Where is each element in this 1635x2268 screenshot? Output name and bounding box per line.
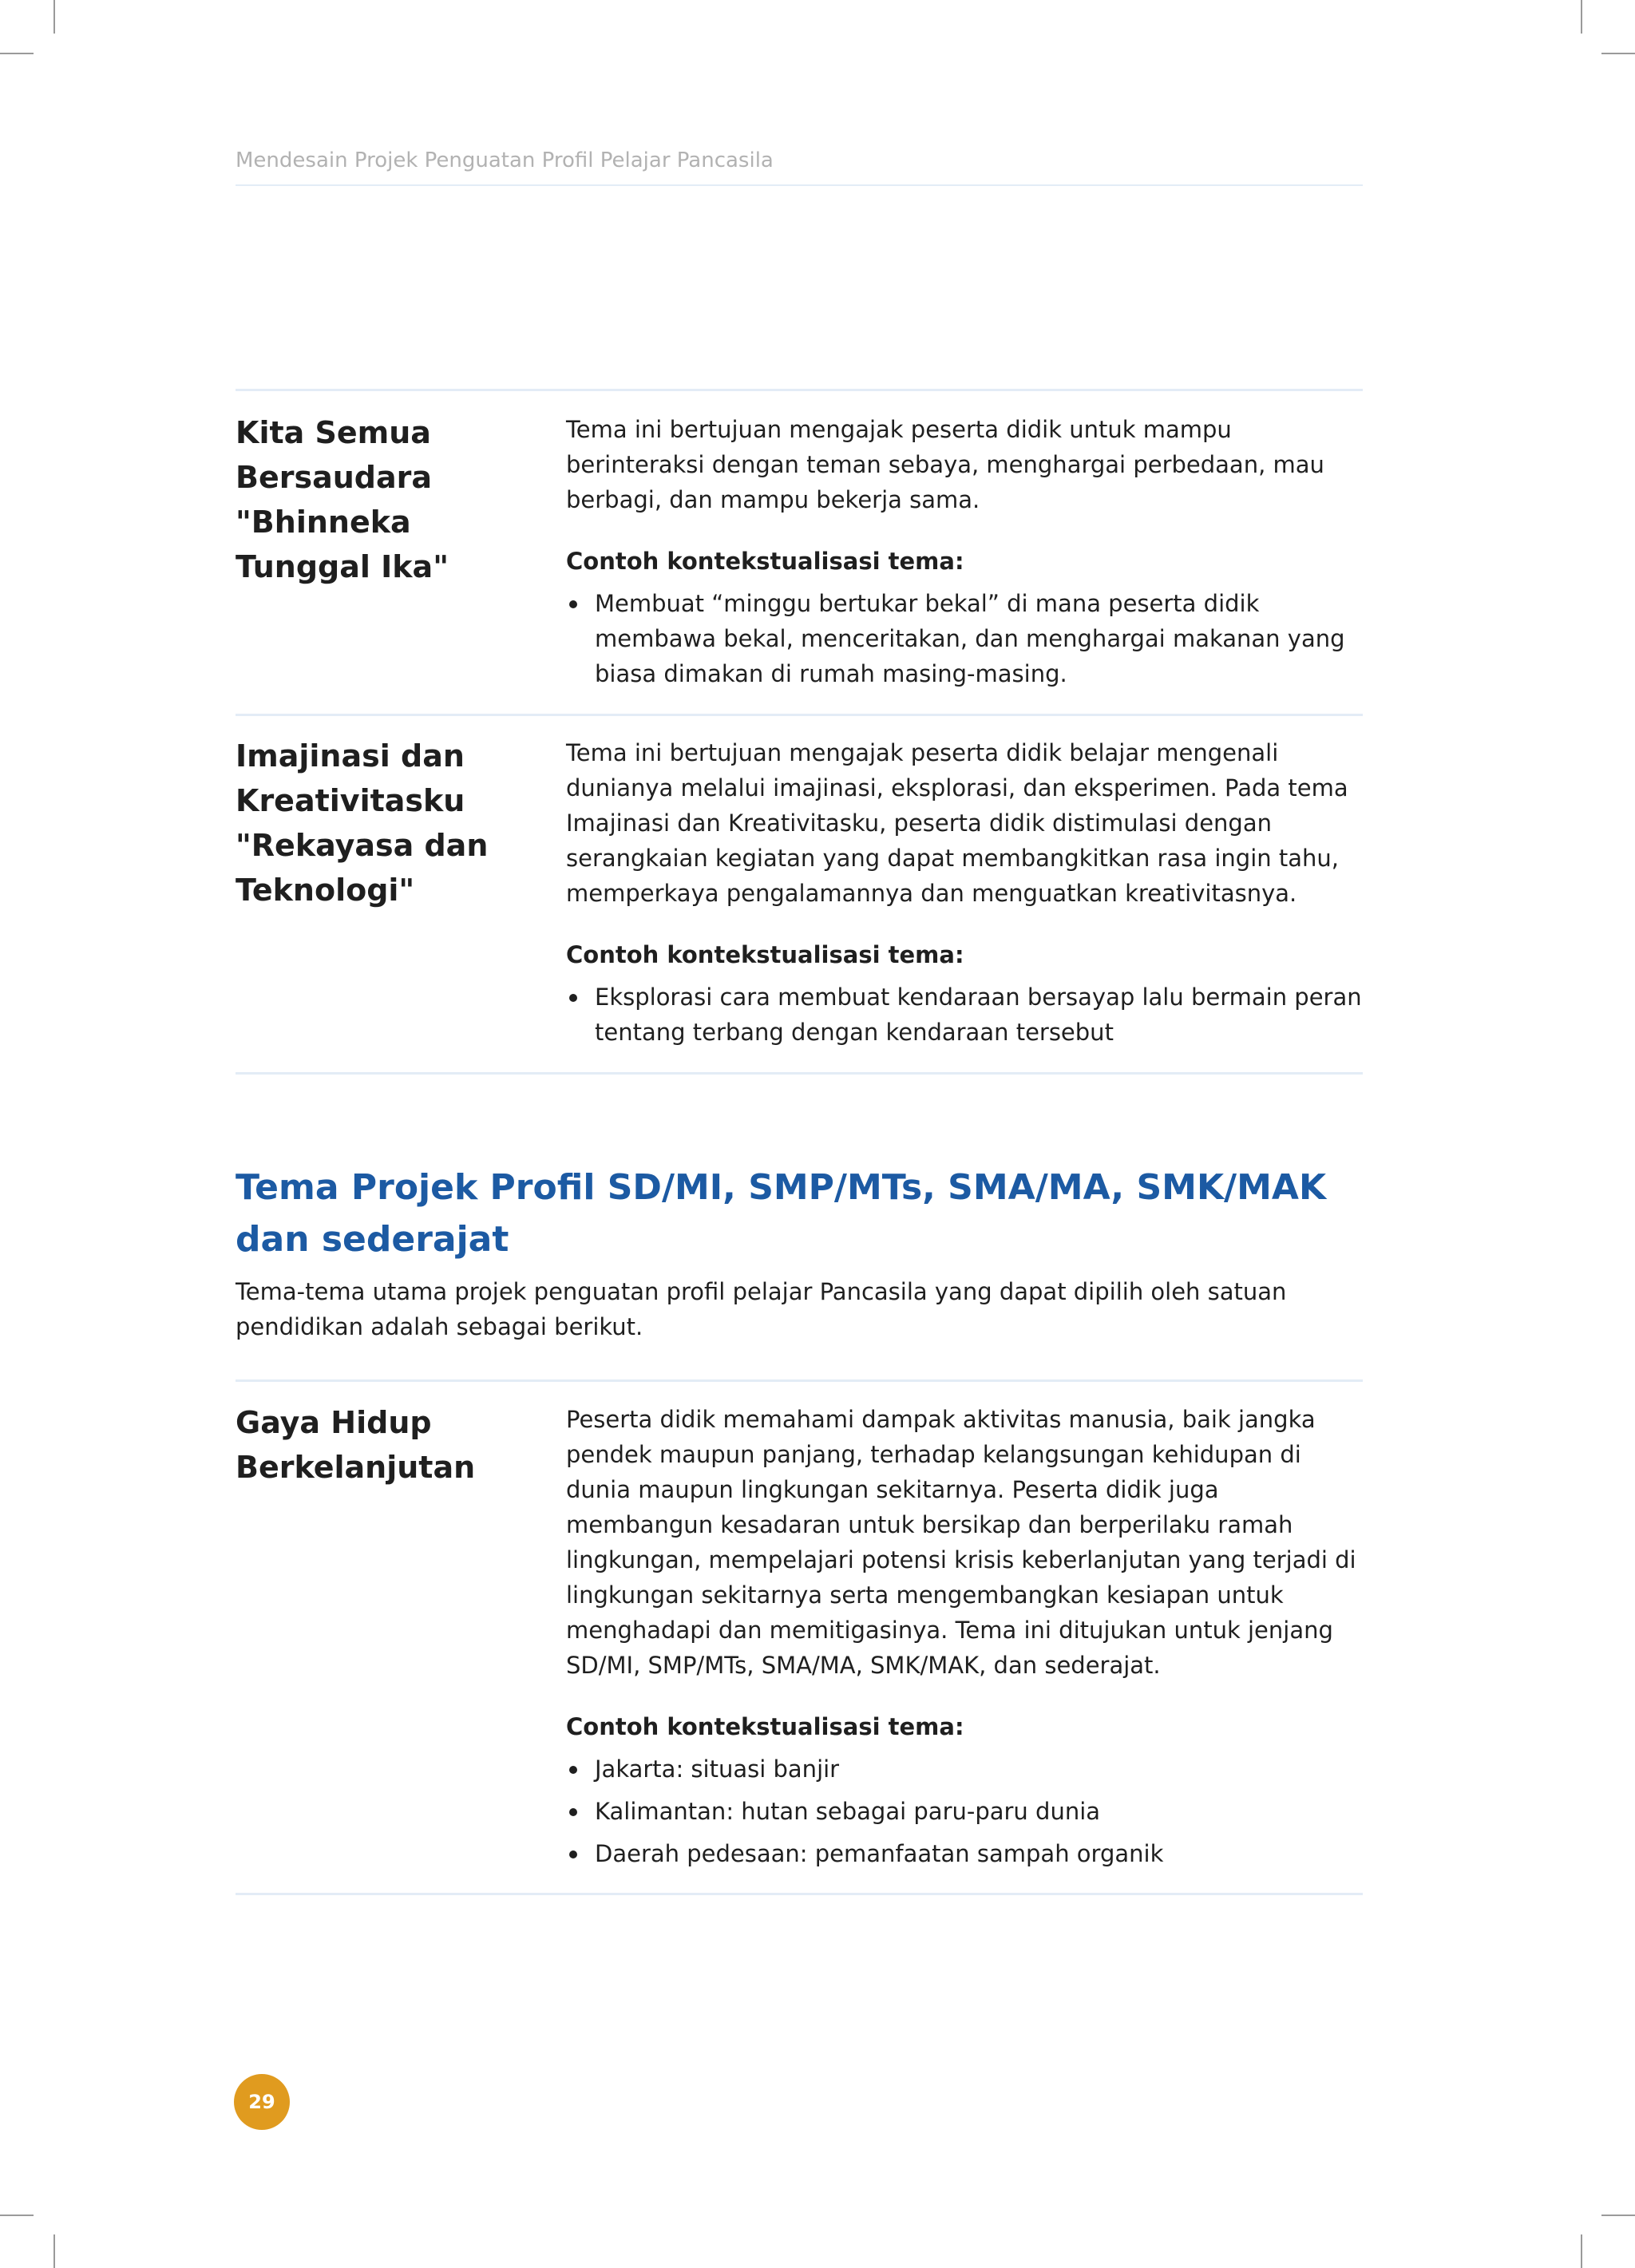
page-number: 29 <box>248 2091 275 2113</box>
crop-mark <box>0 2215 34 2216</box>
bullet-icon <box>569 1850 577 1858</box>
section-title: Tema Projek Profil SD/MI, SMP/MTs, SMA/MA, SMK/MAK dan sederajat <box>236 1167 1327 1260</box>
bullet-icon <box>569 1766 577 1774</box>
table-divider <box>236 714 1363 716</box>
theme-title: Kita Semua Bersaudara "Bhinneka Tunggal Ika" <box>236 415 449 584</box>
example-list <box>566 1751 1363 1871</box>
bullet-icon <box>569 1808 577 1816</box>
table-divider <box>236 1893 1363 1895</box>
section-intro: Tema-tema utama projek penguatan profil pelajar Pancasila yang dapat dipilih oleh satuan pendidikan adalah sebagai berikut. <box>236 1278 1287 1340</box>
theme-content <box>566 410 1363 691</box>
theme-content <box>566 1400 1363 1871</box>
crop-mark <box>53 2234 55 2268</box>
example-text: Kalimantan: hutan sebagai paru-paru dunia <box>595 1798 1101 1825</box>
crop-mark <box>0 53 34 54</box>
crop-mark <box>1581 0 1582 34</box>
crop-mark <box>1601 53 1635 54</box>
bullet-icon <box>569 600 577 608</box>
theme-title: Imajinasi dan Kreativitasku "Rekayasa dan Teknologi" <box>236 738 489 908</box>
crop-mark <box>1581 2234 1582 2268</box>
example-text: Membuat “minggu bertukar bekal” di mana peserta didik membawa bekal, menceritakan, dan menghargai makanan yang biasa dimakan di rumah masing-masing. <box>595 590 1345 687</box>
example-list <box>566 980 1363 1050</box>
theme-title: Gaya Hidup Berkelanjutan <box>236 1405 476 1485</box>
running-header: Mendesain Projek Penguatan Profil Pelajar Pancasila <box>236 148 774 172</box>
crop-mark <box>53 0 55 34</box>
list-item <box>566 1751 1363 1787</box>
crop-mark <box>1601 2215 1635 2216</box>
example-text: Daerah pedesaan: pemanfaatan sampah organik <box>595 1840 1164 1867</box>
example-text: Jakarta: situasi banjir <box>595 1755 840 1783</box>
table-divider <box>236 1072 1363 1075</box>
list-item <box>566 980 1363 1050</box>
list-item <box>566 1836 1363 1871</box>
theme-description: Tema ini bertujuan mengajak peserta didik untuk mampu berinteraksi dengan teman sebaya, menghargai perbedaan, mau berbagi, dan mampu bekerja sama. <box>566 416 1324 513</box>
theme-description: Tema ini bertujuan mengajak peserta didik belajar mengenali dunianya melalui imajinasi, eksplorasi, dan eksperimen. Pada tema Imajinasi dan Kreativitasku, peserta didik distimulasi dengan serangkaian kegiatan yang dapat membangkitkan rasa ingin tahu, memperkaya pengalamannya dan menguatkan kreativitasnya. <box>566 739 1348 907</box>
example-text: Eksplorasi cara membuat kendaraan bersayap lalu bermain peran tentang terbang dengan kendaraan tersebut <box>595 984 1362 1046</box>
table-divider <box>236 389 1363 391</box>
list-item <box>566 586 1363 691</box>
example-heading: Contoh kontekstualisasi tema: <box>566 548 964 575</box>
header-divider <box>236 184 1363 186</box>
theme-content <box>566 734 1363 1050</box>
table-divider <box>236 1379 1363 1382</box>
list-item <box>566 1794 1363 1829</box>
theme-description: Peserta didik memahami dampak aktivitas manusia, baik jangka pendek maupun panjang, terhadap kelangsungan kehidupan di dunia maupun lingkungan sekitarnya. Peserta didik juga membangun kesadaran untuk bersikap dan berperilaku ramah lingkungan, mempelajari potensi krisis keberlanjutan yang terjadi di lingkungan sekitarnya serta mengembangkan kesiapan untuk menghadapi dan memitigasinya. Tema ini ditujukan untuk jenjang SD/MI, SMP/MTs, SMA/MA, SMK/MAK, dan sederajat. <box>566 1406 1356 1679</box>
bullet-icon <box>569 994 577 1002</box>
example-heading: Contoh kontekstualisasi tema: <box>566 941 964 968</box>
example-heading: Contoh kontekstualisasi tema: <box>566 1713 964 1740</box>
page-number-badge <box>234 2074 290 2130</box>
example-list <box>566 586 1363 691</box>
